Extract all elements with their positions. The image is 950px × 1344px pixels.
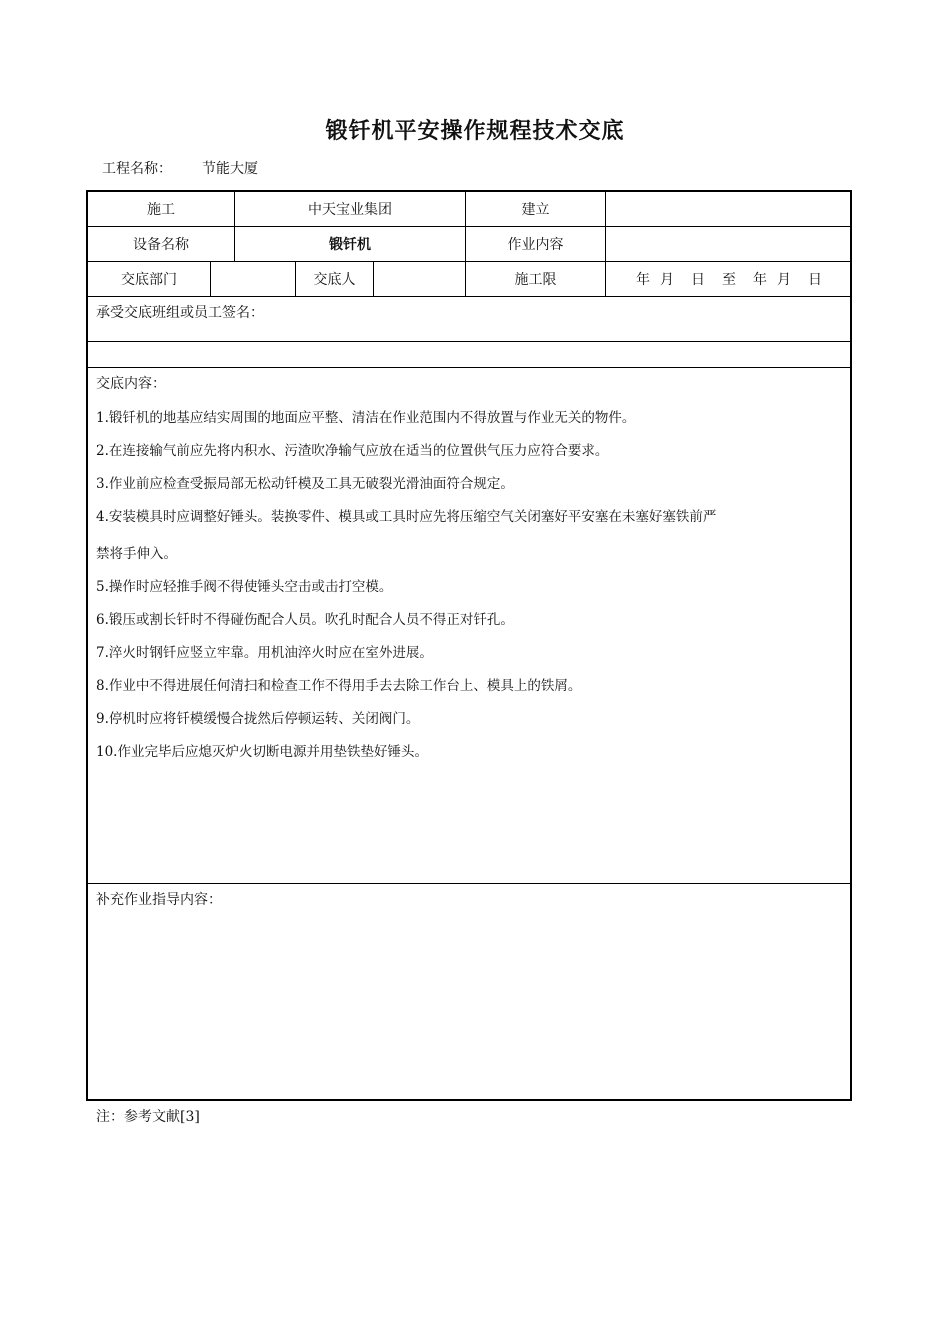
equipment-label: 设备名称 xyxy=(133,237,189,253)
construction-value: 中天宝业集团 xyxy=(308,202,392,218)
supervision-label: 建立 xyxy=(521,202,550,218)
work-content-value xyxy=(606,227,850,261)
supplement-label: 补充作业指导内容： xyxy=(96,892,222,908)
signature-label: 承受交底班组或员工签名： xyxy=(96,305,264,321)
table-rule xyxy=(86,341,852,342)
project-line xyxy=(102,158,258,178)
content-item: 4.安装模具时应调整好锤头。装换零件、模具或工具时应先将压缩空气关闭塞好平安塞在未塞好塞铁前严 xyxy=(96,509,717,525)
content-item: 6.锻压或割长钎时不得碰伤配合人员。吹孔时配合人员不得正对钎孔。 xyxy=(96,612,514,628)
content-item: 7.淬火时钢钎应竖立牢靠。用机油淬火时应在室外进展。 xyxy=(96,645,433,661)
date-part: 日 xyxy=(808,272,822,288)
reference-note: 注：参考文献[3] xyxy=(96,1109,200,1125)
date-part: 年 xyxy=(636,272,650,288)
content-item: 2.在连接输气前应先将内积水、污渣吹净输气应放在适当的位置供气压力应符合要求。 xyxy=(96,443,609,459)
work-content-label: 作业内容 xyxy=(507,237,564,253)
date-part: 月 xyxy=(777,272,791,288)
date-part: 月 xyxy=(660,272,674,288)
handover-dept-value xyxy=(211,262,295,296)
construction-period-label: 施工限 xyxy=(514,272,557,288)
content-item: 9.停机时应将钎模缓慢合拢然后停顿运转、关闭阀门。 xyxy=(96,711,420,727)
equipment-value: 锻钎机 xyxy=(329,237,371,253)
content-label: 交底内容： xyxy=(96,376,166,392)
date-part: 日 xyxy=(691,272,705,288)
content-item: 5.操作时应轻推手阀不得使锤头空击或击打空模。 xyxy=(96,579,393,595)
date-part: 至 xyxy=(722,272,736,288)
construction-period-dates xyxy=(606,262,852,296)
content-item: 1.锻钎机的地基应结实周围的地面应平整、清洁在作业范围内不得放置与作业无关的物件。 xyxy=(96,410,636,426)
handover-dept-label: 交底部门 xyxy=(121,272,177,288)
handover-person-value xyxy=(374,262,465,296)
table-rule xyxy=(86,296,852,297)
content-item: 10.作业完毕后应熄灭炉火切断电源并用垫铁垫好锤头。 xyxy=(96,744,428,760)
project-name-label: 工程名称： xyxy=(102,161,172,177)
content-item: 8.作业中不得进展任何清扫和检查工作不得用手去去除工作台上、模具上的铁屑。 xyxy=(96,678,582,694)
document-title: 锻钎机平安操作规程技术交底 xyxy=(325,119,625,144)
supervision-value xyxy=(606,192,850,226)
project-name-value: 节能大厦 xyxy=(202,161,258,177)
handover-person-label: 交底人 xyxy=(313,272,356,288)
content-item: 3.作业前应检查受振局部无松动钎模及工具无破裂光滑油面符合规定。 xyxy=(96,476,514,492)
table-rule xyxy=(86,883,852,884)
date-part: 年 xyxy=(753,272,767,288)
construction-label: 施工 xyxy=(147,202,175,218)
table-rule xyxy=(86,367,852,368)
content-item: 禁将手伸入。 xyxy=(96,546,177,562)
